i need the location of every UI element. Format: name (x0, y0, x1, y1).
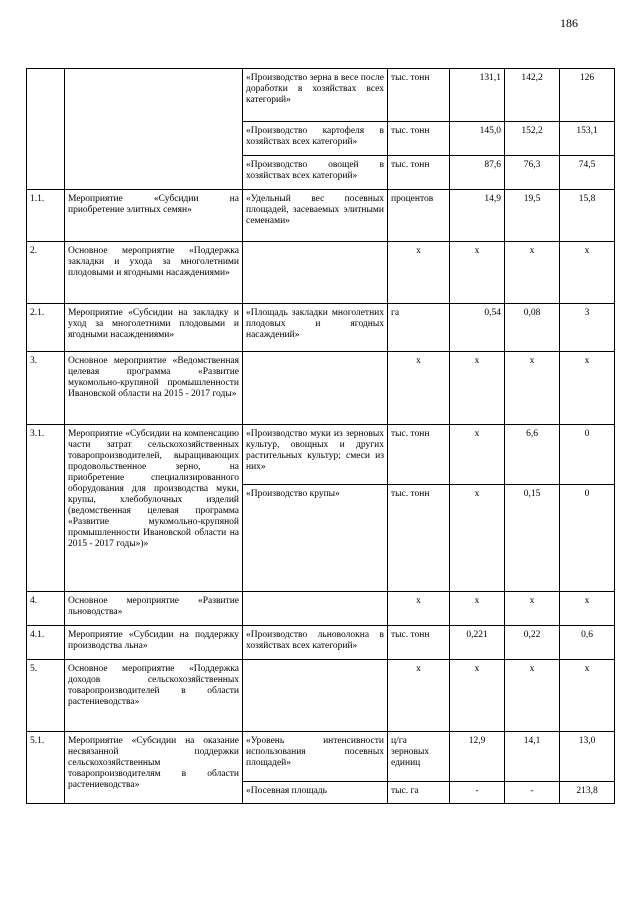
unit-cell: тыс. тонн (388, 69, 450, 122)
unit-cell: тыс. тонн (388, 122, 450, 156)
indicator-cell: «Уровень интенсивности использования посевных площадей» (243, 732, 388, 782)
row-number-cell: 2.1. (27, 304, 65, 352)
table-row (27, 352, 615, 425)
table-row (27, 304, 615, 352)
row-number-cell: 3. (27, 352, 65, 425)
indicator-cell: «Производство крупы» (243, 485, 388, 592)
measure-name-cell: Мероприятие «Субсидии на компенсацию части затрат сельскохозяйственных товаропроизводителей, выращивающих продовольственное зерно, на приобретение специализированного оборудования для производства муки, крупы, хлебобулочных изделий (ведомственная целевая программа «Развитие мукомольно-крупяной промышленности Ивановской области на 2015 - 2017 годы»)» (65, 425, 243, 592)
value-cell: - (505, 782, 560, 804)
value-cell: 12,9 (450, 732, 505, 782)
table-row (27, 626, 615, 660)
value-cell: 142,2 (505, 69, 560, 122)
measure-name-cell: Основное мероприятие «Развитие льноводства» (65, 592, 243, 626)
value-cell: х (505, 660, 560, 732)
row-number-cell: 4.1. (27, 626, 65, 660)
value-cell: 0 (560, 485, 615, 592)
value-cell: 13,0 (560, 732, 615, 782)
indicator-cell: «Удельный вес посевных площадей, засеваемых элитными семенами» (243, 190, 388, 242)
indicator-cell: «Производство льноволокна в хозяйствах всех категорий» (243, 626, 388, 660)
value-cell: 0,221 (450, 626, 505, 660)
measure-name-cell: Мероприятие «Субсидии на оказание несвязанной поддержки сельскохозяйственным товаропроизводителям в области растениеводства» (65, 732, 243, 804)
unit-cell: х (388, 352, 450, 425)
value-cell: х (505, 352, 560, 425)
measure-name-cell: Основное мероприятие «Поддержка закладки и ухода за многолетними плодовыми и ягодными насаждениями» (65, 242, 243, 304)
value-cell: х (505, 242, 560, 304)
value-cell: х (505, 592, 560, 626)
value-cell: х (450, 352, 505, 425)
value-cell: х (450, 592, 505, 626)
unit-cell: ц/га зерновых единиц (388, 732, 450, 782)
value-cell: 213,8 (560, 782, 615, 804)
measure-name-cell: Основное мероприятие «Поддержка доходов сельскохозяйственных товаропроизводителей в области растениеводства» (65, 660, 243, 732)
unit-cell: х (388, 242, 450, 304)
unit-cell: тыс. тонн (388, 626, 450, 660)
value-cell: 0,22 (505, 626, 560, 660)
measure-name-cell: Мероприятие «Субсидии на поддержку производства льна» (65, 626, 243, 660)
value-cell: 0,15 (505, 485, 560, 592)
value-cell: 76,3 (505, 156, 560, 190)
page-number: 186 (560, 16, 578, 30)
indicator-cell: «Производство картофеля в хозяйствах всех категорий» (243, 122, 388, 156)
indicator-cell: «Производство муки из зерновых культур, овощных и других растительных культур; смеси из них» (243, 425, 388, 485)
unit-cell: тыс. тонн (388, 425, 450, 485)
table-row (27, 242, 615, 304)
table-row (27, 660, 615, 732)
value-cell: 0 (560, 425, 615, 485)
measure-name-cell: Основное мероприятие «Ведомственная целевая программа «Развитие мукомольно-крупяной промышленности Ивановской области на 2015 - 2017 годы» (65, 352, 243, 425)
value-cell: х (560, 242, 615, 304)
value-cell: 126 (560, 69, 615, 122)
indicator-cell: «Площадь закладки многолетних плодовых и ягодных насаждений» (243, 304, 388, 352)
unit-cell: тыс. тонн (388, 485, 450, 592)
value-cell: 0,6 (560, 626, 615, 660)
table-row (27, 69, 615, 122)
row-number-cell: 5.1. (27, 732, 65, 804)
row-number-cell: 5. (27, 660, 65, 732)
value-cell: - (450, 782, 505, 804)
unit-cell: процентов (388, 190, 450, 242)
unit-cell: га (388, 304, 450, 352)
indicator-cell (243, 660, 388, 732)
table-row (27, 425, 615, 485)
indicator-cell (243, 242, 388, 304)
value-cell: 6,6 (505, 425, 560, 485)
value-cell: х (450, 660, 505, 732)
indicator-cell (243, 592, 388, 626)
indicator-cell: «Производство овощей в хозяйствах всех категорий» (243, 156, 388, 190)
table-row (27, 190, 615, 242)
value-cell: 131,1 (450, 69, 505, 122)
value-cell: 14,1 (505, 732, 560, 782)
table-row (27, 592, 615, 626)
measure-name-cell: Мероприятие «Субсидии на приобретение элитных семян» (65, 190, 243, 242)
row-number-cell: 1.1. (27, 190, 65, 242)
value-cell: х (450, 425, 505, 485)
value-cell: х (560, 592, 615, 626)
value-cell: х (450, 242, 505, 304)
unit-cell: тыс. га (388, 782, 450, 804)
value-cell: 19,5 (505, 190, 560, 242)
value-cell: 153,1 (560, 122, 615, 156)
value-cell: х (560, 660, 615, 732)
value-cell: 87,6 (450, 156, 505, 190)
value-cell: 74,5 (560, 156, 615, 190)
measure-name-cell (65, 69, 243, 190)
value-cell: 152,2 (505, 122, 560, 156)
value-cell: 145,0 (450, 122, 505, 156)
table-row (27, 732, 615, 782)
value-cell: х (560, 352, 615, 425)
value-cell: 0,08 (505, 304, 560, 352)
unit-cell: тыс. тонн (388, 156, 450, 190)
row-number-cell (27, 69, 65, 190)
indicator-cell (243, 352, 388, 425)
row-number-cell: 3.1. (27, 425, 65, 592)
indicator-cell: «Посевная площадь (243, 782, 388, 804)
unit-cell: х (388, 660, 450, 732)
measure-name-cell: Мероприятие «Субсидии на закладку и уход за многолетними плодовыми и ягодными насаждениями» (65, 304, 243, 352)
value-cell: 0,54 (450, 304, 505, 352)
indicators-table (26, 68, 615, 804)
row-number-cell: 4. (27, 592, 65, 626)
indicator-cell: «Производство зерна в весе после доработки в хозяйствах всех категорий» (243, 69, 388, 122)
row-number-cell: 2. (27, 242, 65, 304)
value-cell: х (450, 485, 505, 592)
value-cell: 15,8 (560, 190, 615, 242)
value-cell: 3 (560, 304, 615, 352)
unit-cell: х (388, 592, 450, 626)
value-cell: 14,9 (450, 190, 505, 242)
